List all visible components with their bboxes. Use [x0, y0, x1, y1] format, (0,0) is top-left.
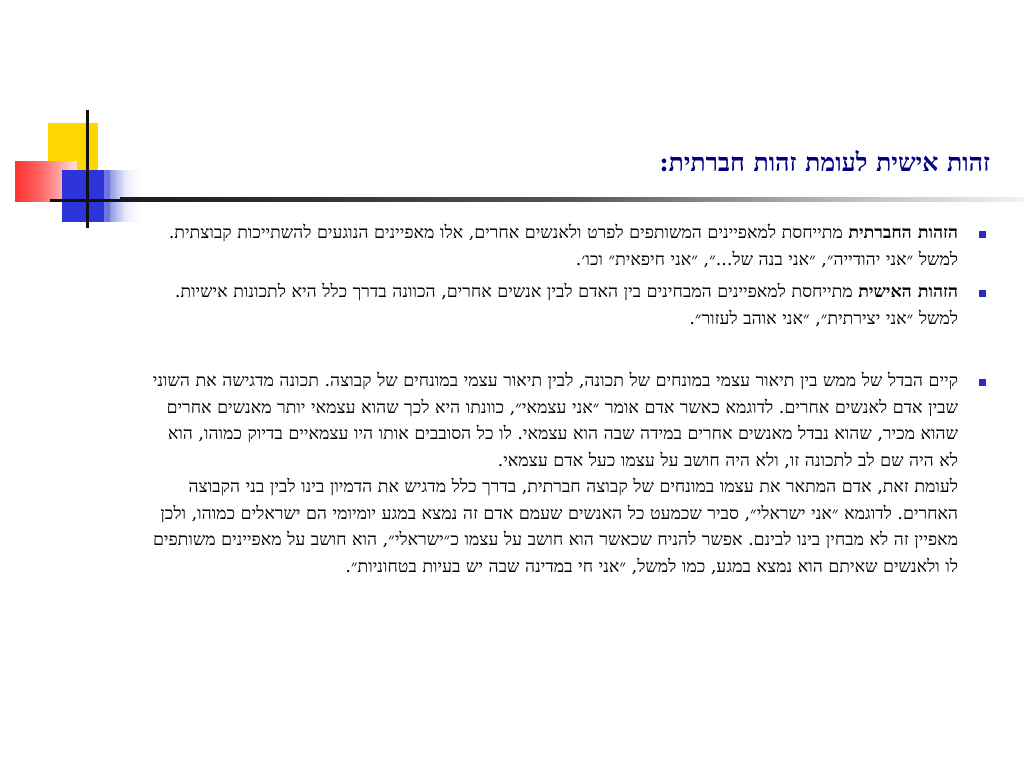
bullet-trait-vs-group — [151, 368, 986, 580]
bullet-list — [151, 220, 986, 580]
decorative-squares — [0, 0, 140, 240]
square-bullet-icon — [979, 290, 986, 297]
slide-title: זהות אישית לעומת זהות חברתית: — [659, 148, 990, 177]
title-underline — [120, 197, 1024, 202]
bullet-personal-identity — [151, 279, 986, 332]
bullet-text-continued: לעומת זאת, אדם המתאר את עצמו במונחים של קבוצה חברתית, בדרך כלל מדגיש את הדמיון בינו לבין בני הקבוצה האחרים. לדוגמא ״אני ישראלי״, סביר שכמעט כל האנשים שעמם אדם זה נמצא במגע יומיומי הם ישראלים כמוהו, ולכן מאפיין זה לא מבחין בינו לבינם. אפשר להניח שכאשר הוא חושב על עצמו כ״ישראלי״, הוא חושב על מאפיינים משותפים לו ולאנשים שאיתם הוא נמצא במגע, כמו למשל, ״אני חי במדינה שבה יש בעיות בטחוניות״. — [153, 477, 958, 577]
term-social-identity: הזהות החברתית — [848, 223, 958, 243]
term-personal-identity: הזהות האישית — [858, 282, 958, 302]
blue-fade-square — [104, 170, 140, 222]
bullet-text: קיים הבדל של ממש בין תיאור עצמי במונחים של תכונה, לבין תיאור עצמי במונחים של קבוצה. תכונה מדגישה את השוני שבין אדם לאנשים אחרים. לדוגמא כאשר אדם אומר ״אני עצמאי״, כוונתו היא לכך שהוא עצמאי יותר מאנשים אחרים שהוא מכיר, שהוא נבדל מאנשים אחרים במידה שבה הוא עצמאי. לו כל הסובבים אותו היו עצמאיים בדיוק כמוהו, הוא לא היה שם לב לתכונה זו, ולא היה חושב על עצמו כעל אדם עצמאי. — [152, 371, 958, 471]
bullet-text: מתייחסת למאפיינים המשותפים לפרט ולאנשים אחרים, אלו מאפיינים הנוגעים להשתייכות קבוצתית. למשל ״אני יהודייה״, ״אני בנה של...״, ״אני חיפאית״ וכו׳. — [168, 223, 958, 270]
square-bullet-icon — [979, 379, 986, 386]
vertical-divider — [86, 110, 89, 228]
bullet-social-identity — [151, 220, 986, 273]
bullet-text: מתייחסת למאפיינים המבחינים בין האדם לבין אנשים אחרים, הכוונה בדרך כלל היא לתכונות אישיות. למשל ״אני יצירתית״, ״אני אוהב לעזור״. — [174, 282, 958, 329]
square-bullet-icon — [979, 231, 986, 238]
